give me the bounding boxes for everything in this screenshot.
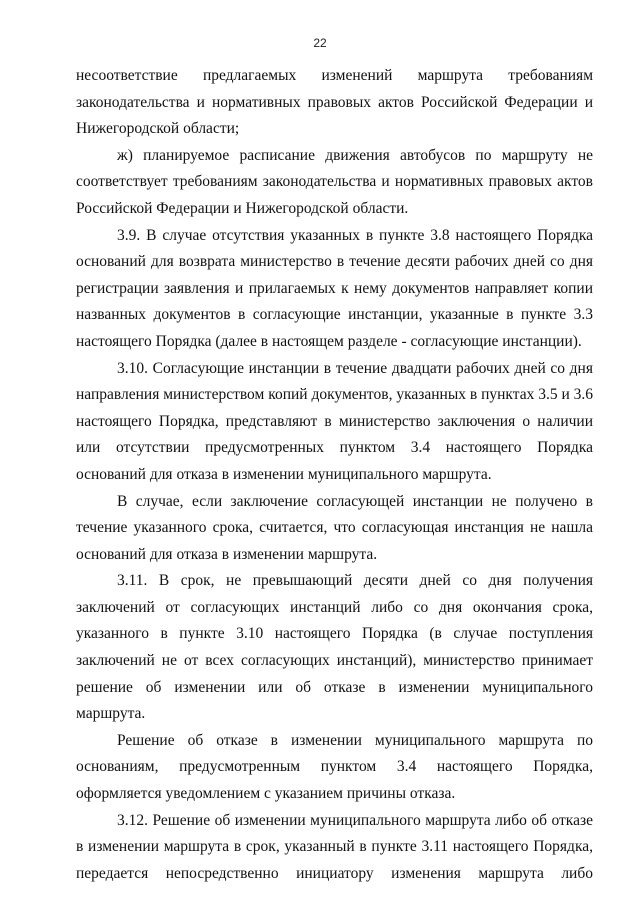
page-number: 22 <box>313 36 327 50</box>
paragraph-3-11-refusal: Решение об отказе в изменении муниципального маршрута по основаниям, предусмотренным пунктом 3.4 настоящего Порядка, оформляется уведомлением с указанием причины отказа. <box>76 731 593 803</box>
paragraph-3-10: 3.10. Согласующие инстанции в течение двадцати рабочих дней со дня направления министерством копий документов, указанных в пунктах 3.5 и 3.6 настоящего Порядка, представляют в министерство заключения о наличии или отсутствии предусмотренных пунктом 3.4 настоящего Порядка оснований для отказа в изменении муниципального маршрута. <box>76 359 593 483</box>
document-body <box>76 63 593 887</box>
paragraph-3-12: 3.12. Решение об изменении муниципального маршрута либо об отказе в изменении маршрута в срок, указанный в пункте 3.11 настоящего Порядка, передается непосредственно инициатору изменения маршрута либо <box>76 811 593 882</box>
paragraph-3-10-note: В случае, если заключение согласующей инстанции не получено в течение указанного срока, считается, что согласующая инстанция не нашла оснований для отказа в изменении маршрута. <box>76 492 593 563</box>
paragraph-continuation: несоответствие предлагаемых изменений маршрута требованиям законодательства и нормативных правовых актов Российской Федерации и Нижегородской области; <box>76 67 593 138</box>
paragraph-3-11: 3.11. В срок, не превышающий десяти дней со дня получения заключений от согласующих инстанций либо со дня окончания срока, указанного в пункте 3.10 настоящего Порядка (в случае поступления заключений не от всех согласующих инстанций), министерство принимает решение об изменении или об отказе в изменении муниципального маршрута. <box>76 572 593 723</box>
paragraph-item-zh: ж) планируемое расписание движения автобусов по маршруту не соответствует требованиям законодательства и нормативных правовых актов Российской Федерации и Нижегородской области. <box>76 146 593 217</box>
paragraph-3-9: 3.9. В случае отсутствия указанных в пункте 3.8 настоящего Порядка оснований для возврата министерство в течение десяти рабочих дней со дня регистрации заявления и прилагаемых к нему документов направляет копии названных документов в согласующие инстанции, указанные в пункте 3.3 настоящего Порядка (далее в настоящем разделе - согласующие инстанции). <box>76 226 593 350</box>
